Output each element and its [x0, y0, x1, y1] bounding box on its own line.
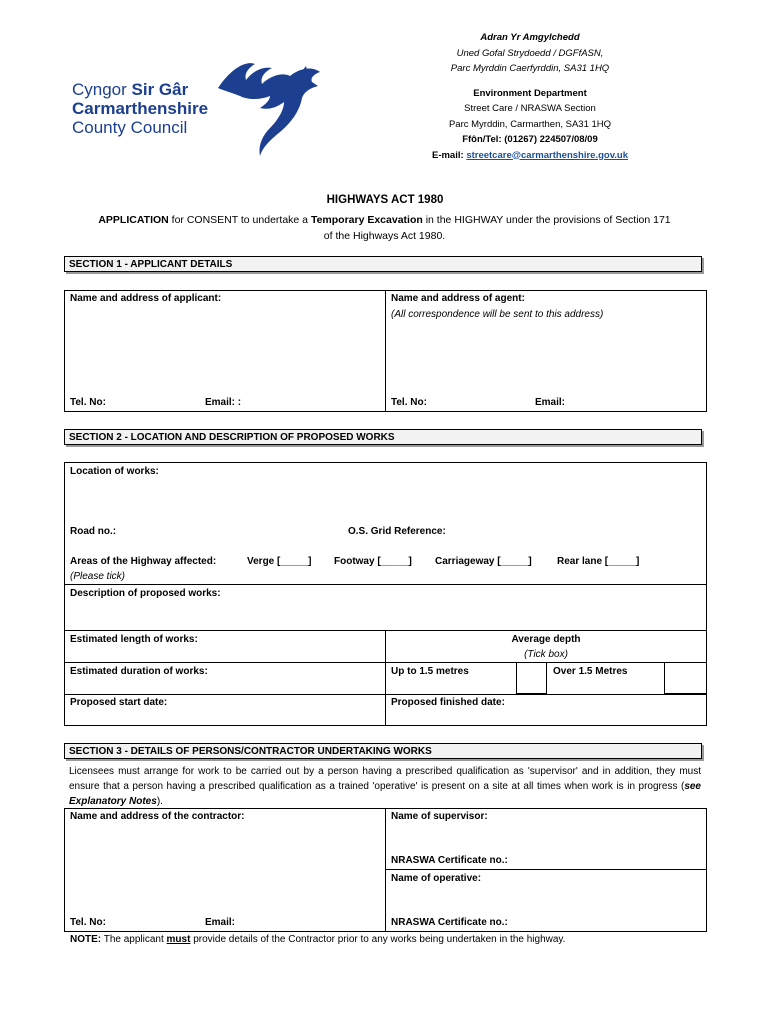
footway-option[interactable]: Footway [_____] — [334, 556, 412, 567]
agent-note: (All correspondence will be sent to this address) — [391, 309, 604, 320]
grid-ref-label: O.S. Grid Reference: — [348, 526, 446, 537]
applicant-tel-label: Tel. No: — [70, 397, 106, 408]
logo-line1-b: Sir Gâr — [131, 80, 189, 99]
start-date-label: Proposed start date: — [70, 697, 168, 708]
contractor-label: Name and address of the contractor: — [70, 811, 245, 822]
section3-heading: SECTION 3 - DETAILS OF PERSONS/CONTRACTOR UNDERTAKING WORKS — [64, 743, 702, 759]
email-label: E-mail: — [431, 149, 464, 161]
rear-lane-option[interactable]: Rear lane [_____] — [557, 556, 640, 567]
welsh-address: Parc Myrddin Caerfyrddin, SA31 1HQ — [450, 63, 610, 74]
applicant-email-label: Email: : — [205, 397, 242, 408]
location-label: Location of works: — [70, 466, 159, 477]
duration-label: Estimated duration of works: — [70, 666, 208, 677]
unit-name: Street Care / NRASWA Section — [464, 103, 596, 114]
over-checkbox[interactable] — [664, 662, 707, 694]
agent-label: Name and address of agent: — [391, 293, 525, 304]
tick-box-note: (Tick box) — [524, 649, 568, 660]
average-depth-label: Average depth — [511, 634, 581, 645]
dept-name: Environment Department — [473, 87, 587, 99]
welsh-dept: Adran Yr Amgylchedd — [480, 32, 580, 43]
logo-line3: County Council — [72, 118, 188, 137]
description-label: Description of proposed works: — [70, 588, 221, 599]
supervisor-nraswa-label: NRASWA Certificate no.: — [391, 855, 508, 866]
finish-date-label: Proposed finished date: — [391, 697, 505, 708]
address: Parc Myrddin, Carmarthen, SA31 1HQ — [448, 118, 612, 130]
verge-option[interactable]: Verge [_____] — [247, 556, 312, 567]
licensee-paragraph: Licensees must arrange for work to be carried out by a person having a prescribed qualification as 'supervisor' and in addition, they must ensure that a person having a prescribed qualification as a trained 'operative' is present on a site at all times when work is in progress (see Explanatory Notes). — [69, 766, 701, 807]
operative-nraswa-label: NRASWA Certificate no.: — [391, 917, 508, 928]
department-address-block — [400, 30, 660, 163]
upto-checkbox[interactable] — [516, 662, 547, 694]
carriageway-option[interactable]: Carriageway [_____] — [435, 556, 532, 567]
welsh-unit: Uned Gofal Strydoedd / DGFfASN, — [456, 47, 604, 59]
road-label: Road no.: — [70, 526, 117, 537]
council-logo-text — [72, 80, 208, 137]
agent-tel-label: Tel. No: — [391, 397, 427, 408]
over-label: Over 1.5 Metres — [553, 666, 628, 677]
length-label: Estimated length of works: — [70, 634, 198, 645]
supervisor-label: Name of supervisor: — [391, 811, 488, 822]
operative-label: Name of operative: — [391, 873, 482, 884]
telephone: Ffôn/Tel: (01267) 224507/08/09 — [462, 134, 598, 145]
contractor-note: NOTE: The applicant must provide details of the Contractor prior to any works being undertaken in the highway. — [70, 934, 566, 945]
upto-label: Up to 1.5 metres — [391, 666, 469, 677]
applicant-label: Name and address of applicant: — [70, 293, 222, 304]
contractor-email-label: Email: — [205, 917, 236, 928]
areas-label: Areas of the Highway affected: — [70, 556, 217, 567]
section1-heading: SECTION 1 - APPLICANT DETAILS — [64, 256, 702, 272]
agent-email-label: Email: — [535, 397, 566, 408]
application-statement: APPLICATION for CONSENT to undertake a Temporary Excavation in the HIGHWAY under the provisions of Section 171 of the Highways Act 1980. — [98, 214, 671, 242]
please-tick-note: (Please tick) — [70, 571, 126, 582]
page-title: HIGHWAYS ACT 1980 — [326, 194, 444, 206]
section2-heading: SECTION 2 - LOCATION AND DESCRIPTION OF PROPOSED WORKS — [64, 429, 702, 445]
logo-line2: Carmarthenshire — [72, 99, 209, 118]
contractor-tel-label: Tel. No: — [70, 917, 106, 928]
logo-line1-a: Cyngor — [72, 80, 132, 99]
dragon-logo-icon — [200, 50, 330, 160]
email-link[interactable]: streetcare@carmarthenshire.gov.uk — [466, 149, 628, 161]
